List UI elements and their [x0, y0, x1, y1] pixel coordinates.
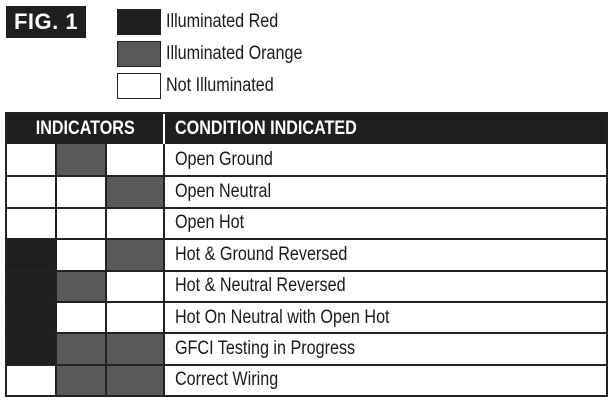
- indicator-light-1: [7, 303, 57, 332]
- condition-label: Open Hot: [175, 212, 245, 234]
- indicator-light-3: [107, 177, 165, 206]
- table-row: [7, 270, 606, 301]
- indicator-light-2: [57, 272, 107, 301]
- indicator-cells: [7, 209, 165, 238]
- legend-swatch-off: [117, 73, 161, 99]
- indicator-cells: [7, 144, 165, 175]
- table-header: [7, 114, 606, 144]
- indicator-light-1: [7, 144, 57, 175]
- legend-swatch-orange: [117, 41, 161, 67]
- header-condition-label: CONDITION INDICATED: [175, 118, 357, 139]
- table-row: [7, 332, 606, 363]
- indicator-light-1: [7, 334, 57, 363]
- header-condition: [165, 114, 606, 144]
- indicator-light-3: [107, 209, 165, 238]
- table-row: [7, 301, 606, 332]
- indicator-light-2: [57, 177, 107, 206]
- indicator-light-3: [107, 240, 165, 269]
- indicator-light-3: [107, 144, 165, 175]
- indicator-light-2: [57, 209, 107, 238]
- indicator-light-3: [107, 272, 165, 301]
- condition-label: Hot & Ground Reversed: [175, 243, 348, 265]
- condition-cell: [165, 272, 606, 301]
- indicator-table: [5, 112, 608, 397]
- table-row: [7, 207, 606, 238]
- legend-item-red: [117, 6, 327, 38]
- condition-cell: [165, 303, 606, 332]
- legend-item-orange: [117, 38, 327, 70]
- header-indicators-label: INDICATORS: [35, 118, 135, 139]
- indicator-light-2: [57, 303, 107, 332]
- condition-cell: [165, 334, 606, 363]
- condition-cell: [165, 144, 606, 175]
- indicator-light-2: [57, 334, 107, 363]
- indicator-cells: [7, 240, 165, 269]
- condition-label: Hot & Neutral Reversed: [175, 275, 346, 297]
- condition-label: Hot On Neutral with Open Hot: [175, 306, 390, 328]
- table-row: [7, 175, 606, 206]
- table-row: [7, 238, 606, 269]
- condition-cell: [165, 240, 606, 269]
- indicator-light-1: [7, 366, 57, 395]
- condition-label: Open Neutral: [175, 181, 272, 203]
- table-body: [7, 144, 606, 395]
- indicator-cells: [7, 366, 165, 395]
- table-row: [7, 144, 606, 175]
- indicator-cells: [7, 334, 165, 363]
- condition-cell: [165, 177, 606, 206]
- condition-cell: [165, 366, 606, 395]
- indicator-light-3: [107, 334, 165, 363]
- indicator-light-3: [107, 366, 165, 395]
- indicator-light-2: [57, 366, 107, 395]
- legend-swatch-red: [117, 9, 161, 35]
- legend-label-red: Illuminated Red: [166, 11, 279, 32]
- legend: [117, 6, 327, 102]
- table-row: [7, 364, 606, 395]
- legend-label-off: Not Illuminated: [166, 75, 274, 96]
- header-indicators: [7, 114, 165, 144]
- condition-cell: [165, 209, 606, 238]
- indicator-light-1: [7, 272, 57, 301]
- indicator-cells: [7, 303, 165, 332]
- indicator-light-1: [7, 240, 57, 269]
- condition-label: Correct Wiring: [175, 369, 279, 391]
- indicator-light-2: [57, 144, 107, 175]
- indicator-cells: [7, 177, 165, 206]
- indicator-light-1: [7, 177, 57, 206]
- indicator-cells: [7, 272, 165, 301]
- legend-item-off: [117, 70, 327, 102]
- indicator-light-2: [57, 240, 107, 269]
- legend-label-orange: Illuminated Orange: [166, 43, 303, 64]
- indicator-light-1: [7, 209, 57, 238]
- condition-label: Open Ground: [175, 148, 273, 170]
- indicator-light-3: [107, 303, 165, 332]
- figure-label: FIG. 1: [6, 6, 86, 38]
- condition-label: GFCI Testing in Progress: [175, 338, 356, 360]
